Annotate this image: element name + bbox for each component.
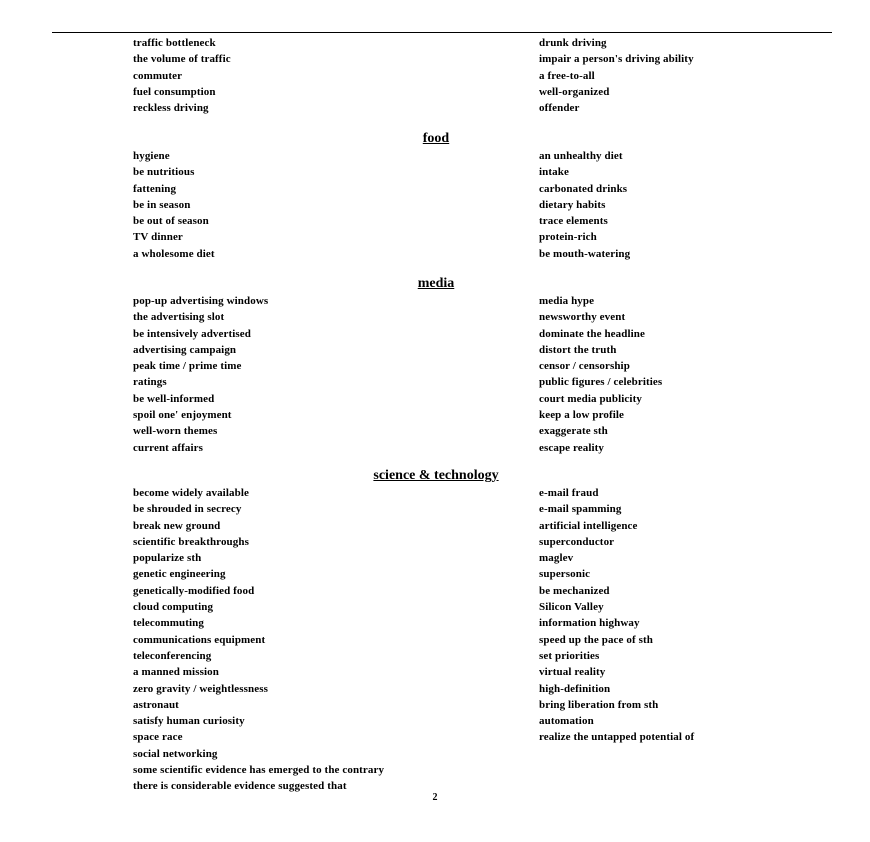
media-term-right: exaggerate sth [539, 425, 608, 438]
media-term-right: censor / censorship [539, 360, 630, 373]
traffic-term-left: commuter [133, 69, 183, 82]
science-term-right: be mechanized [539, 584, 610, 597]
media-term-left: be intensively advertised [133, 327, 251, 340]
science-term-left: some scientific evidence has emerged to the contrary [133, 764, 385, 777]
food-term-left: be in season [133, 198, 191, 211]
media-section [133, 276, 783, 456]
media-heading: media [417, 276, 455, 291]
media-term-right: media hype [539, 295, 595, 307]
media-term-right: newsworthy event [539, 311, 626, 324]
media-term-left: spoil one' enjoyment [133, 409, 232, 422]
media-term-left: ratings [133, 376, 167, 389]
traffic-term-left: the volume of traffic [133, 53, 231, 66]
science-term-right: superconductor [539, 535, 615, 548]
science-term-left: popularize sth [133, 552, 202, 565]
science-term-left: communications equipment [133, 633, 266, 646]
food-term-left: TV dinner [133, 231, 183, 244]
science-term-left: astronaut [133, 698, 179, 711]
food-term-left: a wholesome diet [133, 247, 215, 260]
science-term-left: genetic engineering [133, 568, 226, 581]
food-term-left: be out of season [133, 215, 209, 228]
media-term-right: public figures / celebrities [539, 376, 663, 389]
science-term-left: be shrouded in secrecy [133, 503, 242, 516]
science-term-left: social networking [133, 747, 218, 760]
food-term-right: protein-rich [539, 231, 597, 244]
science-term-left: zero gravity / weightlessness [133, 682, 268, 695]
science-term-left: there is considerable evidence suggested that [133, 780, 347, 793]
media-term-right: dominate the headline [539, 327, 645, 340]
science-term-right: supersonic [539, 568, 591, 581]
science-term-left: telecommuting [133, 617, 204, 630]
food-term-grid [133, 148, 783, 262]
science-term-right: artificial intelligence [539, 519, 638, 532]
science-term-left: cloud computing [133, 601, 214, 614]
science-term-left: scientific breakthroughs [133, 535, 249, 548]
food-term-left: be nutritious [133, 166, 195, 179]
media-term-grid [133, 293, 783, 456]
science-term-right: virtual reality [539, 666, 606, 679]
traffic-term-left: fuel consumption [133, 85, 216, 98]
traffic-term-grid [133, 35, 783, 116]
science-term-right: Silicon Valley [539, 601, 604, 614]
science-term-right: automation [539, 715, 594, 728]
traffic-term-left: traffic bottleneck [133, 37, 216, 49]
science-heading: science & technology [373, 468, 499, 483]
science-term-right: bring liberation from sth [539, 698, 659, 711]
traffic-term-left: reckless driving [133, 102, 209, 115]
food-term-right: dietary habits [539, 198, 606, 211]
science-term-right: e-mail spamming [539, 503, 622, 516]
media-term-right: distort the truth [539, 343, 617, 356]
science-term-right [539, 762, 783, 778]
science-term-right [539, 746, 783, 762]
traffic-term-right: well-organized [539, 85, 610, 98]
media-term-right: court media publicity [539, 392, 642, 405]
media-term-right: keep a low profile [539, 409, 625, 422]
science-term-right: information highway [539, 617, 640, 630]
food-term-right: intake [539, 166, 569, 179]
traffic-section [133, 35, 783, 116]
science-term-left: genetically-modified food [133, 584, 255, 597]
science-term-right: speed up the pace of sth [539, 633, 653, 646]
traffic-term-right: drunk driving [539, 37, 607, 49]
food-term-right: be mouth-watering [539, 247, 631, 260]
science-term-left: teleconferencing [133, 649, 212, 662]
science-term-right: set priorities [539, 649, 600, 662]
science-term-left: space race [133, 731, 183, 744]
traffic-term-right: offender [539, 102, 580, 115]
science-term-left: a manned mission [133, 666, 219, 679]
traffic-term-right: impair a person's driving ability [539, 53, 694, 66]
food-heading: food [422, 131, 450, 146]
science-section [133, 468, 783, 795]
science-term-right: realize the untapped potential of [539, 731, 695, 744]
science-term-right: e-mail fraud [539, 487, 599, 499]
science-term-left: break new ground [133, 519, 221, 532]
media-term-left: advertising campaign [133, 343, 237, 356]
media-term-left: be well-informed [133, 392, 215, 405]
science-term-right: high-definition [539, 682, 611, 695]
food-term-left: hygiene [133, 150, 170, 162]
food-term-right: trace elements [539, 215, 608, 228]
traffic-term-right: a free-to-all [539, 69, 595, 82]
media-term-left: current affairs [133, 441, 204, 454]
header-rule [52, 32, 832, 33]
food-term-right: an unhealthy diet [539, 150, 623, 162]
media-term-left: well-worn themes [133, 425, 218, 438]
food-section [133, 131, 783, 262]
science-term-left: satisfy human curiosity [133, 715, 245, 728]
media-term-left: the advertising slot [133, 311, 225, 324]
page-number: 2 [432, 792, 438, 803]
media-term-left: pop-up advertising windows [133, 295, 269, 307]
media-term-left: peak time / prime time [133, 360, 242, 373]
food-term-right: carbonated drinks [539, 182, 628, 195]
science-term-left: become widely available [133, 487, 249, 499]
media-term-right: escape reality [539, 441, 605, 454]
science-term-grid [133, 485, 783, 795]
food-term-left: fattening [133, 182, 177, 195]
science-term-right: maglev [539, 552, 574, 565]
